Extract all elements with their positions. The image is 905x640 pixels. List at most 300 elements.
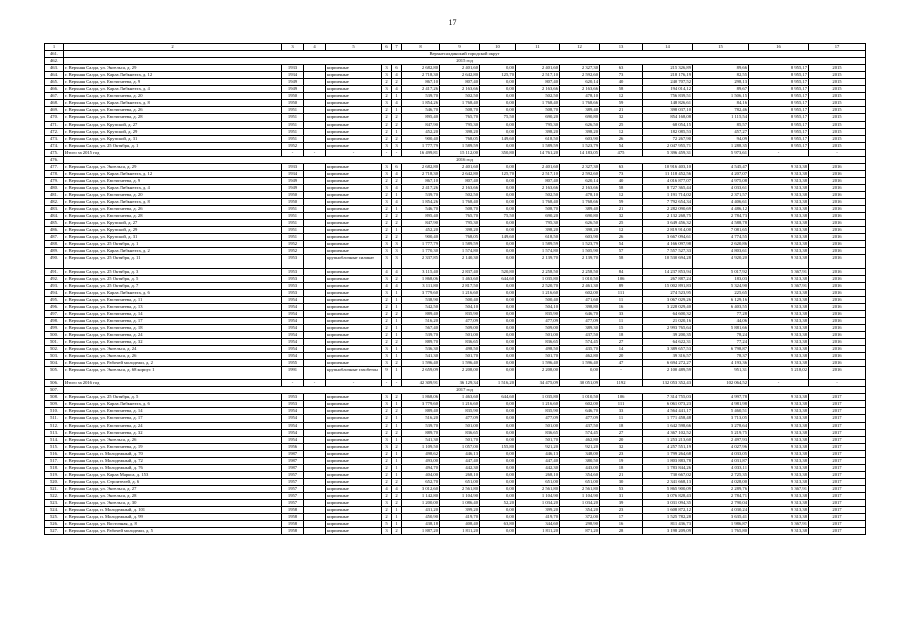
table-cell: г. Верхняя Салда, ул. 25 Октября, д. 5 [64,275,282,282]
table-cell: 155,80 [480,443,516,450]
table-cell: 9 313,38 [749,331,809,338]
table-row [45,310,866,317]
table-cell: 3 [382,142,392,149]
table-cell: 495. [45,296,64,303]
table-cell: кирпичные [326,408,382,415]
table-cell: 525. [45,514,64,521]
table-cell: 3 635,41 [693,514,749,521]
table-cell: 690,80 [560,114,600,121]
table-row [45,331,866,338]
table-cell: 39 316,57 [643,353,693,360]
table-cell: 1957 [282,485,304,492]
table-cell: 2 341 668,13 [643,478,693,485]
table-cell: 539,70 [402,191,440,198]
table-cell [304,248,326,255]
table-row [45,317,866,324]
table-cell: 4 588,78 [693,220,749,227]
table-cell: 478. [45,170,64,177]
table-cell: 350,80 [480,149,516,156]
table-cell: 419,70 [440,514,480,521]
table-cell: 9 313,38 [749,346,809,353]
table-cell: 442,30 [440,464,480,471]
table-cell: кирпичные [326,206,382,213]
table-cell: г. Верхняя Салда, ул. Евстигнеева, д. 32 [64,338,282,345]
table-cell: кирпичные [326,79,382,86]
table-cell: 490. [45,255,64,268]
table-row [45,275,866,282]
table-cell: 0,00 [480,289,516,296]
table-cell: 372,00 [560,514,600,521]
table-cell: 9 313,38 [749,184,809,191]
table-cell: 1958 [282,514,304,521]
table-cell: 9 313,38 [749,464,809,471]
table-cell: 0,00 [480,121,516,128]
table-cell: 517. [45,457,64,464]
table-cell: 520,80 [480,268,516,275]
table-cell: 4 207,07 [693,170,749,177]
table-cell: 2017 [809,485,866,492]
table-cell: 9 313,38 [749,248,809,255]
table-cell: 1953 [282,275,304,282]
table-cell [304,93,326,100]
table-cell: 1 463,60 [440,275,480,282]
table-cell: 3 [382,241,392,248]
table-cell: 9 313,38 [749,220,809,227]
section-title-cell: 2015 год [64,58,866,65]
table-cell: 602,00 [560,289,600,296]
table-cell: 5 881,66 [693,324,749,331]
table-cell: 1 770,30 [402,248,440,255]
table-cell: 8 955,17 [749,128,809,135]
table-cell: 1949 [282,184,304,191]
table-row [45,128,866,135]
table-cell: 267 887,24 [643,275,693,282]
table-cell: 84,16 [693,100,749,107]
table-cell: 900,40 [402,135,440,142]
table-cell: 23 [600,507,643,514]
table-cell: 1 034,20 [516,500,560,507]
table-cell: 8 955,17 [749,100,809,107]
table-cell: 298,13 [693,79,749,86]
table-cell: 2 [382,206,392,213]
table-cell: 2 [392,135,402,142]
table-cell: 2 [392,220,402,227]
table-cell: 0,00 [480,471,516,478]
table-cell: г. Верхняя Салда, ул. Евстигнеева, д. 17 [64,415,282,422]
table-cell: - [749,380,809,387]
table-cell: кирпичные [326,65,382,72]
table-cell: 183,03 [693,275,749,282]
table-cell: 2015 [809,86,866,93]
table-cell: 2 282 090,69 [643,206,693,213]
table-cell: 9 313,38 [749,296,809,303]
table-cell: 1 086,40 [440,500,480,507]
table-cell: г. Верхняя Салда, ул. Энгельса, д. 26 [64,353,282,360]
table-cell: 435,70 [560,346,600,353]
table-cell: 1 [392,507,402,514]
table-cell: 469. [45,107,64,114]
table-cell: 1 768,40 [516,199,560,206]
table-cell: 782,46 [693,107,749,114]
table-cell [304,86,326,93]
table-cell: 498. [45,317,64,324]
housing-register-table [44,43,865,535]
table-cell: 574,45 [560,429,600,436]
table-cell: 465. [45,79,64,86]
table-cell: 487. [45,234,64,241]
table-cell: 3 198 209,09 [643,528,693,535]
table-cell: 0,00 [480,206,516,213]
table-cell: 1950 [282,191,304,198]
table-cell: 89 [600,282,643,289]
table-cell: 2017 [809,401,866,408]
table-cell: 27 [600,338,643,345]
table-cell: кирпичные [326,128,382,135]
table-cell [304,255,326,268]
column-number-cell: 6 [382,44,392,51]
column-number-cell: 12 [560,44,600,51]
table-cell: 9 313,38 [749,514,809,521]
table-cell: кирпичные [326,353,382,360]
table-cell: 1 010,50 [560,275,600,282]
table-cell: 508,70 [440,206,480,213]
table-cell [304,206,326,213]
table-cell: 2017 [809,450,866,457]
table-cell: 493. [45,282,64,289]
table-row [45,457,866,464]
table-cell [304,303,326,310]
table-cell: 1 [392,303,402,310]
table-cell: 7 557 527,33 [643,248,693,255]
table-cell: 0,00 [480,227,516,234]
table-cell: 1954 [282,415,304,422]
column-number-cell: 7 [392,44,402,51]
table-cell: 1 [392,401,402,408]
table-cell: г. Верхняя Салда, ул. Карла Либкнехта, д. 12 [64,170,282,177]
table-cell: 4 033,61 [693,184,749,191]
table-cell: 620,14 [560,79,600,86]
table-cell: 504,10 [516,303,560,310]
table-cell: 9 313,38 [749,415,809,422]
table-cell: 34 475,09 [516,380,560,387]
table-cell: 348,00 [560,450,600,457]
table-cell: кирпичные [326,303,382,310]
table-cell: 442,30 [516,464,560,471]
table-cell: г. Верхняя Салда, ул. Евстигнеева, д. 19 [64,443,282,450]
table-cell: 78,24 [693,331,749,338]
table-row [45,367,866,380]
table-cell: кирпичные [326,478,382,485]
table-cell: 3 [382,346,392,353]
table-cell: 9 313,38 [749,401,809,408]
table-cell: 3 [382,436,392,443]
table-cell: 646,70 [560,408,600,415]
table-cell: 4 486,12 [693,206,749,213]
table-row [45,289,866,296]
table-cell: - [326,380,382,387]
table-cell: 1 200,00 [402,500,440,507]
table-cell: 603,90 [560,234,600,241]
table-cell: 527. [45,528,64,535]
table-cell: 182 085,53 [643,128,693,135]
table-cell: 2 [382,227,392,234]
table-cell: 502,50 [440,191,480,198]
table-cell: 836,65 [440,338,480,345]
table-cell: 4 030,24 [693,507,749,514]
table-cell: 2 718,30 [402,170,440,177]
section-title-cell: Верхнесалдинский городской округ [64,51,866,58]
table-cell: 2 258,50 [560,268,600,275]
table-cell: 0,00 [480,296,516,303]
table-cell: 0,00 [480,415,516,422]
table-cell: 0,00 [480,86,516,93]
table-cell [304,170,326,177]
table-cell: 5 973,61 [693,149,749,156]
table-cell: 867,10 [402,79,440,86]
table-cell: 478,10 [560,93,600,100]
table-cell: 1 [392,107,402,114]
table-cell: 2 417,26 [402,184,440,191]
table-cell: г. Верхняя Салда, ул. Евстигнеева, д. 13 [64,303,282,310]
table-cell: 2015 [809,114,866,121]
table-cell: 2 [382,317,392,324]
table-cell: 498,62 [402,450,440,457]
table-cell: 25 [600,220,643,227]
table-cell: 6 403,55 [693,303,749,310]
table-cell [304,142,326,149]
table-cell: 2 [382,191,392,198]
table-cell: 2017 [809,422,866,429]
table-cell: 854 168,08 [643,114,693,121]
table-cell: 2 642,80 [440,170,480,177]
table-cell: 1954 [282,331,304,338]
table-cell: 18 [600,464,643,471]
table-cell: 4 997,78 [693,394,749,401]
table-cell: 567,40 [402,324,440,331]
table-cell: 2017 [809,464,866,471]
table-cell: 1949 [282,79,304,86]
table-cell: 3 228 029,40 [643,303,693,310]
table-cell: 2 [392,429,402,436]
table-cell: 2 659,09 [402,367,440,380]
table-cell: 644,60 [480,275,516,282]
table-cell: 1954 [282,324,304,331]
table-cell: 4 031,87 [693,457,749,464]
table-cell: 68 054,15 [643,121,693,128]
table-cell: 12 [600,227,643,234]
table-row [45,170,866,177]
table-cell: 268,10 [440,471,480,478]
table-cell: 2 [392,177,402,184]
table-cell: 2 561,80 [516,485,560,492]
table-cell: 765,70 [440,114,480,121]
table-cell: кирпичные [326,107,382,114]
table-cell: 1954 [282,408,304,415]
table-cell: 106 [600,394,643,401]
table-cell: кирпичные [326,317,382,324]
table-row [45,485,866,492]
table-cell: 0,00 [480,163,516,170]
table-cell: 0,00 [480,450,516,457]
table-cell: 21 [600,471,643,478]
table-cell: 36 129,34 [440,380,480,387]
table-cell: 2 [382,507,392,514]
table-cell [304,163,326,170]
table-cell: 2016 [809,324,866,331]
table-cell: 1 463,60 [440,394,480,401]
table-cell: 63,80 [480,521,516,528]
table-cell: 30 051,09 [560,380,600,387]
table-cell: 2015 [809,93,866,100]
table-cell: 2 139,70 [560,255,600,268]
table-cell: 602,00 [560,401,600,408]
table-cell: - [600,367,643,380]
table-cell: 2 [382,93,392,100]
table-cell: 6 798,87 [693,346,749,353]
table-cell: 0,00 [480,324,516,331]
table-cell: г. Верхняя Салда, ул. Энгельса, д. 24 [64,346,282,353]
table-cell: 526. [45,521,64,528]
table-cell: 0,00 [480,367,516,380]
table-cell: 2 163,66 [440,184,480,191]
table-cell: 4 975,08 [693,177,749,184]
table-cell: кирпичные [326,220,382,227]
table-cell: 651,00 [516,478,560,485]
table-cell: 498,50 [516,346,560,353]
table-cell: 4 [382,282,392,289]
table-cell: 1951 [282,227,304,234]
table-cell [304,500,326,507]
table-cell [304,367,326,380]
table-cell: 2 [392,338,402,345]
table-cell: 2 [382,450,392,457]
table-cell: 73 [600,72,643,79]
table-cell: 2016 [809,206,866,213]
table-cell: 0,00 [480,93,516,100]
table-cell: 1950 [282,199,304,206]
table-cell: 3 389 657,53 [643,346,693,353]
table-row [45,443,866,450]
column-number-cell: 4 [304,44,326,51]
table-cell: 2 132 268,75 [643,213,693,220]
table-cell: 0,00 [480,478,516,485]
table-cell: 2 [382,121,392,128]
table-cell: 1953 [282,401,304,408]
table-cell: 443,00 [560,464,600,471]
table-cell [304,191,326,198]
table-cell: 1954 [282,353,304,360]
table-cell: 646,70 [560,310,600,317]
table-cell: 6 [392,163,402,170]
table-cell: 501,00 [516,331,560,338]
table-cell: 3 [382,353,392,360]
table-cell: 2 [392,528,402,535]
table-row [45,360,866,367]
table-cell: 0,00 [480,184,516,191]
table-cell: 9 313,38 [749,303,809,310]
table-cell: 2 327,30 [560,65,600,72]
table-cell: г. Верхняя Салда, ул. Крупской, д. 27 [64,220,282,227]
table-cell: кирпичные [326,86,382,93]
table-cell: 501,00 [440,331,480,338]
table-cell: 2 682,80 [402,163,440,170]
table-cell: 3 067 029,26 [643,296,693,303]
table-cell: 2016 [809,367,866,380]
table-cell: 132 053 352,43 [643,380,693,387]
table-cell: кирпичные [326,72,382,79]
table-cell: 26 [600,234,643,241]
table-cell: 2017 [809,507,866,514]
table-cell: 1953 [282,282,304,289]
table-cell: 0,00 [480,303,516,310]
table-cell: 111 [600,401,643,408]
table-cell: 2016 [809,227,866,234]
table-cell: 9 313,38 [749,443,809,450]
table-cell: 10 916 403,10 [643,163,693,170]
table-cell: кирпичные [326,514,382,521]
table-cell [304,353,326,360]
table-cell: 398 037,10 [643,107,693,114]
table-cell: кирпичные [326,464,382,471]
table-cell [304,471,326,478]
table-cell: 539,70 [402,93,440,100]
table-cell: 2 [392,275,402,282]
table-cell: 21 [600,206,643,213]
table-row [45,521,866,528]
table-cell: 499. [45,324,64,331]
table-cell: 3 [382,394,392,401]
table-cell: 477,09 [560,317,600,324]
table-cell: 1 768,40 [440,100,480,107]
table-cell: 8 955,17 [749,72,809,79]
table-cell: 398,20 [440,227,480,234]
table-cell: 0,00 [480,191,516,198]
table-cell: 2017 [809,478,866,485]
table-row [45,422,866,429]
table-cell: 1 [392,317,402,324]
table-cell: 1 191 714,02 [643,191,693,198]
table-cell: 2 837,40 [440,268,480,275]
table-cell: 9 313,38 [749,324,809,331]
table-cell: 9 313,38 [749,450,809,457]
table-cell: 1 142,80 [402,493,440,500]
table-cell: 148 826,61 [643,100,693,107]
table-cell: кирпичные [326,457,382,464]
table-row [45,121,866,128]
table-cell: 519. [45,471,64,478]
table-cell: 618,50 [516,135,560,142]
table-cell: 5 367,91 [749,521,809,528]
table-cell: 11 [600,415,643,422]
table-cell: 2016 [809,282,866,289]
table-cell: кирпичные [326,177,382,184]
table-cell: 399,20 [516,507,560,514]
table-cell: 94,09 [693,135,749,142]
table-cell: кирпичные [326,331,382,338]
table-cell: 3 [382,248,392,255]
table-cell: г. Верхняя Салда, ул. Евстигнеева, д. 9 [64,177,282,184]
table-cell: 1 768,40 [440,199,480,206]
table-cell: 2016 [809,177,866,184]
table-cell: 536,30 [402,346,440,353]
table-cell: кирпичные [326,184,382,191]
table-cell: 0,00 [480,142,516,149]
table-cell: 4 033,11 [693,464,749,471]
table-cell: 895,40 [402,114,440,121]
table-cell: 1 811,20 [516,528,560,535]
table-cell: 398,20 [516,128,560,135]
table-cell: 2 [392,114,402,121]
